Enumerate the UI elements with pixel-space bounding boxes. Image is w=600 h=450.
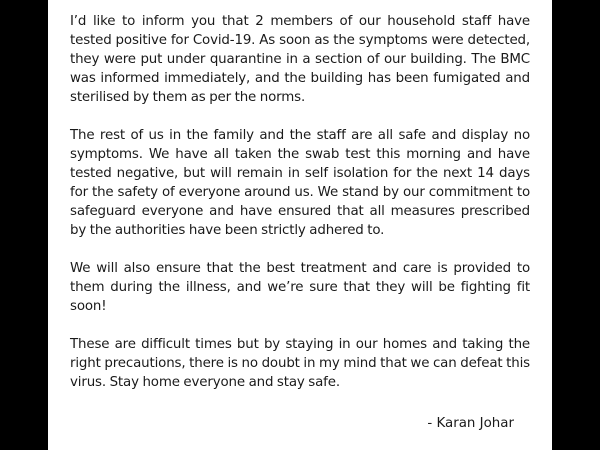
paragraph-4: These are difficult times but by staying in our homes and taking the right precautions, there is no doubt in my mind that we can defeat this virus. Stay home everyone and stay safe. — [70, 337, 530, 390]
letter-page — [48, 0, 552, 450]
signature: - Karan Johar — [427, 416, 514, 431]
paragraph-3: We will also ensure that the best treatment and care is provided to them during the illness, and we’re sure that they will be fighting fit soon! — [70, 261, 530, 314]
paragraph-2: The rest of us in the family and the staff are all safe and display no symptoms. We have all taken the swab test this morning and have tested negative, but will remain in self isolation for the next 14 days for the safety of everyone around us. We stand by our commitment to safeguard everyone and have ensured that all measures prescribed by the authorities have been strictly adhered to. — [70, 128, 530, 238]
paragraph-1: I’d like to inform you that 2 members of our household staff have tested positive for Covid-19. As soon as the symptoms were detected, they were put under quarantine in a section of our building. The BMC was informed immediately, and the building has been fumigated and sterilised by them as per the norms. — [70, 14, 530, 105]
